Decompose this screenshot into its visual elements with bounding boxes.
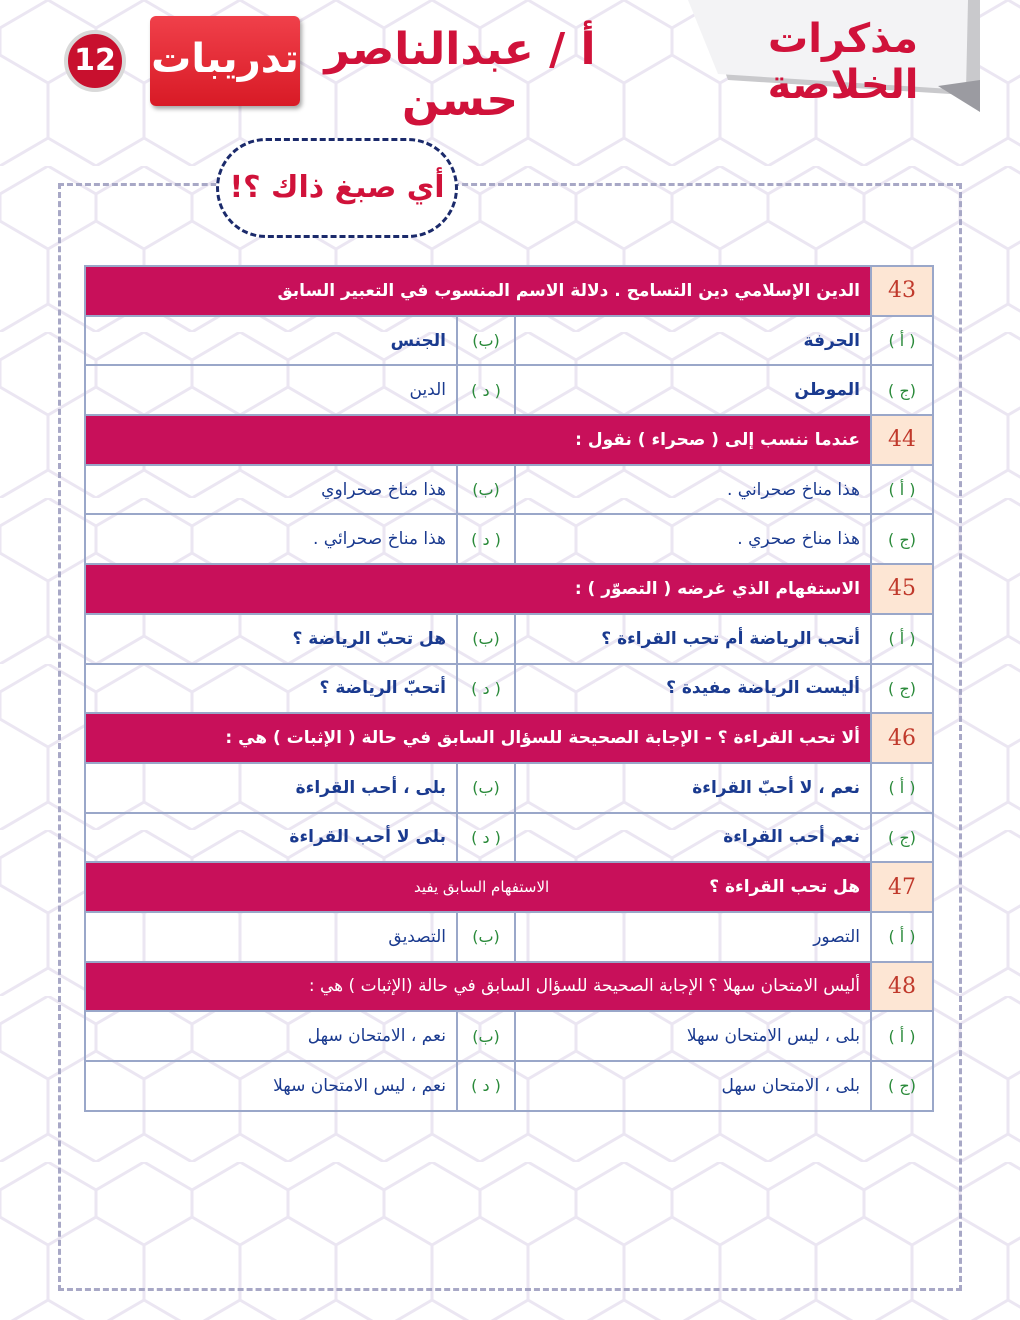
- options-row: [85, 664, 933, 714]
- option-label: (ب): [457, 614, 515, 664]
- question-row: [85, 266, 933, 316]
- option-label: ( أ ): [871, 763, 933, 813]
- question-text-secondary: الاستفهام السابق يفيد: [413, 878, 550, 897]
- question-text: أليس الامتحان سهلا ؟ الإجابة الصحيحة للسؤال السابق في حالة (الإثبات ) هي :: [85, 962, 871, 1012]
- exercises-badge: تدريبات: [150, 16, 300, 106]
- option-text[interactable]: الموطن: [515, 365, 871, 415]
- option-text[interactable]: نعم ، لا أحبّ القراءة: [515, 763, 871, 813]
- options-row: [85, 465, 933, 515]
- question-text: الاستفهام الذي غرضه ( التصوّر ) :: [85, 564, 871, 614]
- option-label: ( د ): [457, 813, 515, 863]
- option-label: (ب): [457, 912, 515, 962]
- option-text[interactable]: بلى ، أحب القراءة: [85, 763, 457, 813]
- options-row: [85, 514, 933, 564]
- option-label: (ج ): [871, 1061, 933, 1111]
- option-label: ( د ): [457, 664, 515, 714]
- question-row: [85, 962, 933, 1012]
- option-text[interactable]: بلى لا أحب القراءة: [85, 813, 457, 863]
- option-text[interactable]: هل تحبّ الرياضة ؟: [85, 614, 457, 664]
- option-label: (ج ): [871, 365, 933, 415]
- author-name: أ / عبدالناصر حسن: [324, 24, 596, 126]
- option-label: (ج ): [871, 514, 933, 564]
- option-label: ( د ): [457, 1061, 515, 1111]
- option-text[interactable]: بلى ، الامتحان سهل: [515, 1061, 871, 1111]
- option-label: (ب): [457, 316, 515, 366]
- option-text[interactable]: الجنس: [85, 316, 457, 366]
- question-text: عندما ننسب إلى ( صحراء ) نقول :: [85, 415, 871, 465]
- option-label: ( أ ): [871, 1011, 933, 1061]
- question-text-main: هل تحب القراءة ؟: [709, 877, 860, 898]
- options-row: [85, 763, 933, 813]
- option-text[interactable]: التصور: [515, 912, 871, 962]
- option-label: ( د ): [457, 514, 515, 564]
- option-label: ( أ ): [871, 316, 933, 366]
- question-number: 45: [871, 564, 933, 614]
- option-text[interactable]: نعم ، الامتحان سهل: [85, 1011, 457, 1061]
- option-text[interactable]: أتحبّ الرياضة ؟: [85, 664, 457, 714]
- question-text: [85, 862, 871, 912]
- question-number: 44: [871, 415, 933, 465]
- option-text[interactable]: هذا مناخ صحراني .: [515, 465, 871, 515]
- options-row: [85, 316, 933, 366]
- options-row: [85, 1061, 933, 1111]
- question-text: ألا تحب القراءة ؟ - الإجابة الصحيحة للسؤال السابق في حالة ( الإثبات ) هي :: [85, 713, 871, 763]
- option-text[interactable]: نعم أحب القراءة: [515, 813, 871, 863]
- option-label: ( د ): [457, 365, 515, 415]
- option-label: ( أ ): [871, 614, 933, 664]
- question-number: 47: [871, 862, 933, 912]
- option-label: ( أ ): [871, 465, 933, 515]
- option-label: (ب): [457, 1011, 515, 1061]
- option-label: (ب): [457, 763, 515, 813]
- options-row: [85, 1011, 933, 1061]
- question-number: 46: [871, 713, 933, 763]
- option-text[interactable]: هذا مناخ صحري .: [515, 514, 871, 564]
- option-text[interactable]: أتحب الرياضة أم تحب القراءة ؟: [515, 614, 871, 664]
- options-row: [85, 912, 933, 962]
- question-row: [85, 713, 933, 763]
- option-label: ( أ ): [871, 912, 933, 962]
- option-text[interactable]: نعم ، ليس الامتحان سهلا: [85, 1061, 457, 1111]
- question-row: [85, 564, 933, 614]
- question-number: 48: [871, 962, 933, 1012]
- option-text[interactable]: بلى ، ليس الامتحان سهلا: [515, 1011, 871, 1061]
- option-text[interactable]: الحرفة: [515, 316, 871, 366]
- page-number: 12: [64, 30, 126, 92]
- brand-title: مذكرات الخلاصة: [767, 16, 919, 108]
- questions-table: [84, 265, 934, 1112]
- question-number: 43: [871, 266, 933, 316]
- question-row: [85, 862, 933, 912]
- option-text[interactable]: أليست الرياضة مفيدة ؟: [515, 664, 871, 714]
- question-text: الدين الإسلامي دين التسامح . دلالة الاسم المنسوب في التعبير السابق: [85, 266, 871, 316]
- options-row: [85, 614, 933, 664]
- option-label: (ب): [457, 465, 515, 515]
- option-text[interactable]: التصديق: [85, 912, 457, 962]
- option-text[interactable]: هذا مناخ صحراوي: [85, 465, 457, 515]
- option-text[interactable]: هذا مناخ صحرائي .: [85, 514, 457, 564]
- section-tag: أي صبغ ذاك ؟!: [216, 138, 458, 238]
- options-row: [85, 365, 933, 415]
- question-row: [85, 415, 933, 465]
- option-label: (ج ): [871, 664, 933, 714]
- option-label: (ج ): [871, 813, 933, 863]
- options-row: [85, 813, 933, 863]
- option-text[interactable]: الدين: [85, 365, 457, 415]
